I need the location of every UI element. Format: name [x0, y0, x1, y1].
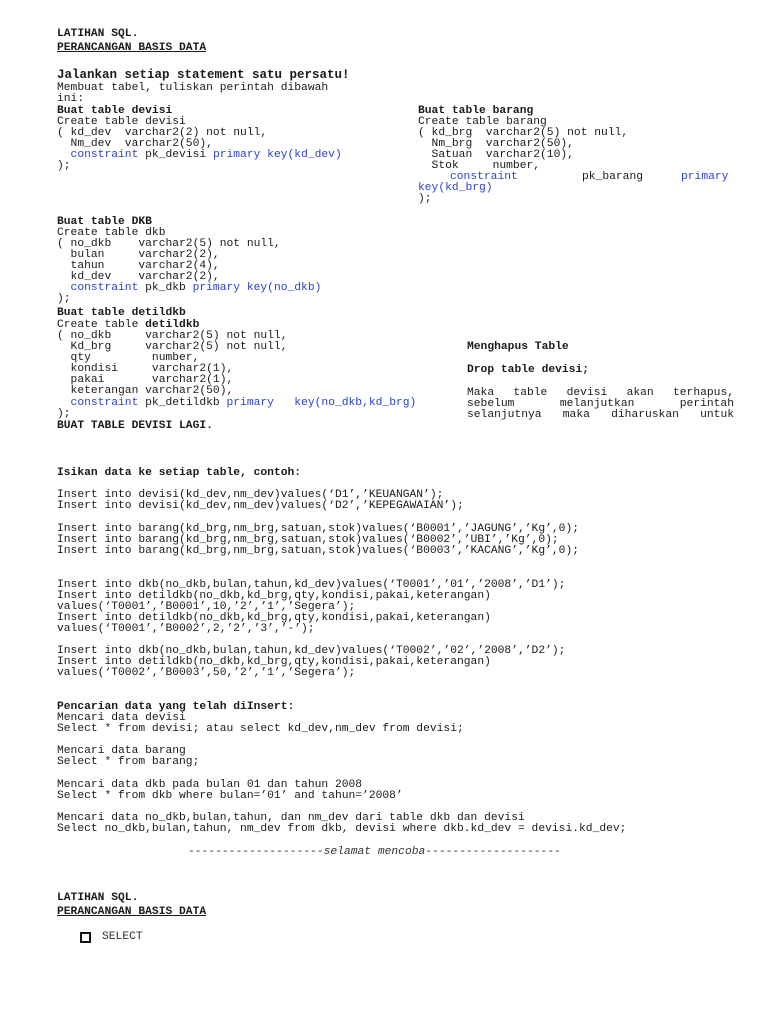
code-line: qty number, — [57, 352, 200, 364]
sql-line: Select * from barang; — [57, 756, 200, 768]
insert-heading: Isikan data ke setiap table, contoh: — [57, 467, 302, 479]
search-line: Mencari data barang — [57, 745, 186, 757]
search-line: Mencari data no_dkb,bulan,tahun, dan nm_dev dari table dkb dan devisi — [57, 812, 525, 824]
code-line: Kd_brg varchar2(5) not null, — [57, 341, 288, 353]
barang-heading: Buat table barang — [418, 105, 534, 117]
dashes: -------------------- — [425, 846, 561, 858]
page-subtitle: PERANCANGAN BASIS DATA — [57, 42, 207, 54]
code-line: keterangan varchar2(50), — [57, 385, 234, 397]
dkb-heading: Buat table DKB — [57, 216, 152, 228]
keyword: constraint — [57, 282, 139, 294]
constraint-line — [57, 283, 321, 294]
code-line: kd_dev varchar2(2), — [57, 271, 220, 283]
keyword: key(kd_brg) — [418, 182, 493, 194]
footer-subtitle: PERANCANGAN BASIS DATA — [57, 906, 207, 918]
code-line: ( kd_brg varchar2(5) not null, — [418, 127, 629, 139]
code-line: ( no_dkb varchar2(5) not null, — [57, 330, 288, 342]
sql-line: Insert into barang(kd_brg,nm_brg,satuan,stok)values(‘B0001’,’JAGUNG’,’Kg’,0); — [57, 523, 580, 535]
constraint-name: pk_dkb — [138, 282, 193, 294]
separator-line — [188, 847, 561, 858]
keyword: constraint — [450, 171, 518, 183]
code-line: Nm_brg varchar2(50), — [418, 138, 574, 150]
search-line: Mencari data devisi — [57, 712, 186, 724]
intro-heading: Jalankan setiap statement satu persatu! — [57, 68, 350, 82]
code-line: pakai varchar2(1), — [57, 374, 234, 386]
intro-line: ini: — [57, 93, 85, 105]
sql-line: Select * from devisi; atau select kd_dev,nm_dev from devisi; — [57, 723, 464, 735]
code-line: Create table barang — [418, 116, 547, 128]
closing-text: selamat mencoba — [323, 846, 426, 858]
sql-line: Insert into dkb(no_dkb,bulan,tahun,kd_dev)values(‘T0001’,’01’,’2008’,’D1’); — [57, 579, 566, 591]
page-title: LATIHAN SQL. — [57, 28, 139, 40]
devisi-heading: Buat table devisi — [57, 105, 173, 117]
sql-line: values(‘T0001’,’B0001’,10,’2’,’1’,’Segera’); — [57, 601, 356, 613]
sql-line: Insert into detildkb(no_dkb,kd_brg,qty,kondisi,pakai,keterangan) — [57, 590, 491, 602]
sql-line: Select * from dkb where bulan=’01’ and tahun=’2008’ — [57, 790, 403, 802]
keyword: constraint — [57, 149, 139, 161]
sql-line: Insert into devisi(kd_dev,nm_dev)values(‘D2’,’KEPEGAWAIAN’); — [57, 500, 464, 512]
constraint-line — [57, 398, 416, 409]
drop-statement: Drop table devisi; — [467, 364, 590, 376]
hapus-paragraph-line: Maka table devisi akan terhapus, — [467, 387, 734, 399]
constraint-line — [57, 150, 342, 161]
keyword: primary key(no_dkb) — [192, 282, 322, 294]
code-line: tahun varchar2(4), — [57, 260, 220, 272]
search-heading: Pencarian data yang telah diInsert: — [57, 701, 295, 713]
hapus-paragraph-line: selanjutnya maka diharuskan untuk — [467, 409, 734, 421]
bullet-item: SELECT — [102, 931, 143, 943]
code-line: bulan varchar2(2), — [57, 249, 220, 261]
detildkb-heading: Buat table detildkb — [57, 307, 186, 319]
keyword: primary key(no_dkb,kd_brg) — [226, 397, 417, 409]
table-name: detildkb — [145, 319, 200, 331]
code-text: Create table — [57, 319, 146, 331]
hapus-paragraph-line: sebelum melanjutkan perintah — [467, 398, 734, 410]
keyword: primary — [681, 171, 729, 183]
square-bullet-icon — [80, 932, 91, 943]
code-line: ); — [57, 160, 71, 172]
sql-line: Insert into barang(kd_brg,nm_brg,satuan,stok)values(‘B0003’,’KACANG’,’Kg’,0); — [57, 545, 580, 557]
constraint-name: pk_detildkb — [138, 397, 227, 409]
constraint-name: pk_barang — [582, 171, 644, 183]
sql-line: Insert into dkb(no_dkb,bulan,tahun,kd_dev)values(‘T0002’,’02’,’2008’,’D2’); — [57, 645, 566, 657]
code-line: ); — [57, 293, 71, 305]
code-line: ( kd_dev varchar2(2) not null, — [57, 127, 268, 139]
sql-line: Insert into detildkb(no_dkb,kd_brg,qty,kondisi,pakai,keterangan) — [57, 656, 491, 668]
code-line: ); — [418, 193, 432, 205]
sql-line: values(‘T0002’,’B0003’,50,’2’,’1’,’Segera’); — [57, 667, 356, 679]
footer-title: LATIHAN SQL. — [57, 892, 139, 904]
code-line: Create table dkb — [57, 227, 166, 239]
constraint-name: pk_devisi — [138, 149, 213, 161]
keyword: primary key(kd_dev) — [212, 149, 342, 161]
sql-line: Select no_dkb,bulan,tahun, nm_dev from dkb, devisi where dkb.kd_dev = devisi.kd_dev; — [57, 823, 627, 835]
code-line: ( no_dkb varchar2(5) not null, — [57, 238, 281, 250]
code-line: kondisi varchar2(1), — [57, 363, 234, 375]
sql-line: Insert into devisi(kd_dev,nm_dev)values(‘D1’,’KEUANGAN’); — [57, 489, 444, 501]
code-line: Nm_dev varchar2(50), — [57, 138, 213, 150]
code-line: Create table devisi — [57, 116, 186, 128]
hapus-heading: Menghapus Table — [467, 341, 569, 353]
keyword: constraint — [57, 397, 139, 409]
sql-line: Insert into detildkb(no_dkb,kd_brg,qty,kondisi,pakai,keterangan) — [57, 612, 491, 624]
code-line: ); — [57, 408, 71, 420]
code-line: Stok number, — [418, 160, 541, 172]
intro-line: Membuat tabel, tuliskan perintah dibawah — [57, 82, 329, 94]
sql-line: values(‘T0001’,’B0002’,2,’2’,’3’,’-’); — [57, 623, 315, 635]
code-line: Satuan varchar2(10), — [418, 149, 574, 161]
sql-line: Insert into barang(kd_brg,nm_brg,satuan,stok)values(‘B0002’,’UBI’,’Kg’,0); — [57, 534, 559, 546]
dashes: -------------------- — [188, 846, 324, 858]
search-line: Mencari data dkb pada bulan 01 dan tahun 2008 — [57, 779, 363, 791]
instruction-text: BUAT TABLE DEVISI LAGI. — [57, 420, 213, 432]
